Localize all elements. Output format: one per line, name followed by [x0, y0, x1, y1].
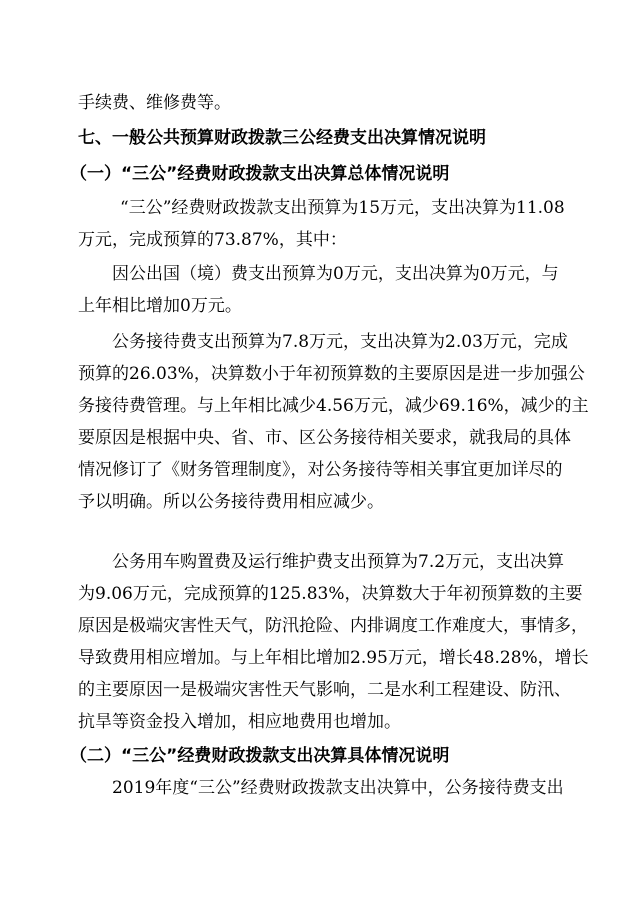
text-line: 上年相比增加0万元。 — [78, 296, 242, 316]
text-line: 的主要原因一是极端灾害性天气影响，二是水利工程建设、防汛、 — [78, 680, 571, 700]
text-line: 万元，完成预算的73.87%，其中： — [78, 230, 347, 250]
subsection-heading: （二）“三公”经费财政拨款支出决算具体情况说明 — [70, 746, 450, 766]
text-line: 因公出国（境）费支出预算为0万元，支出决算为0万元，与 — [112, 264, 559, 284]
text-line: 公务接待费支出预算为7.8万元，支出决算为2.03万元，完成 — [112, 332, 568, 352]
text-line: 原因是极端灾害性天气，防汛抢险、内排调度工作难度大，事情多， — [78, 616, 588, 636]
text-line: 情况修订了《财务管理制度》，对公务接待等相关事宜更加详尽的 — [78, 460, 563, 480]
text-line: 予以明确。所以公务接待费用相应减少。 — [78, 492, 384, 512]
section-heading: 七、一般公共预算财政拨款三公经费支出决算情况说明 — [78, 128, 486, 148]
text-line: 要原因是根据中央、省、市、区公务接待相关要求，就我局的具体 — [78, 428, 571, 448]
text-line: 手续费、维修费等。 — [78, 93, 231, 113]
subsection-heading: （一）“三公”经费财政拨款支出决算总体情况说明 — [70, 164, 450, 184]
text-line: 预算的26.03%，决算数小于年初预算数的主要原因是进一步加强公 — [78, 364, 585, 384]
text-line: 务接待费管理。与上年相比减少4.56万元，减少69.16%，减少的主 — [78, 396, 589, 416]
text-line: 抗旱等资金投入增加，相应地费用也增加。 — [78, 712, 401, 732]
text-line: 2019年度“三公”经费财政拨款支出决算中，公务接待费支出 — [112, 778, 564, 798]
text-line: 公务用车购置费及运行维护费支出预算为7.2万元，支出决算 — [112, 552, 565, 572]
text-line: 为9.06万元，完成预算的125.83%，决算数大于年初预算数的主要 — [78, 584, 583, 604]
text-line: “三公”经费财政拨款支出预算为15万元，支出决算为11.08 — [120, 198, 565, 218]
text-line: 导致费用相应增加。与上年相比增加2.95万元，增长48.28%，增长 — [78, 648, 589, 668]
